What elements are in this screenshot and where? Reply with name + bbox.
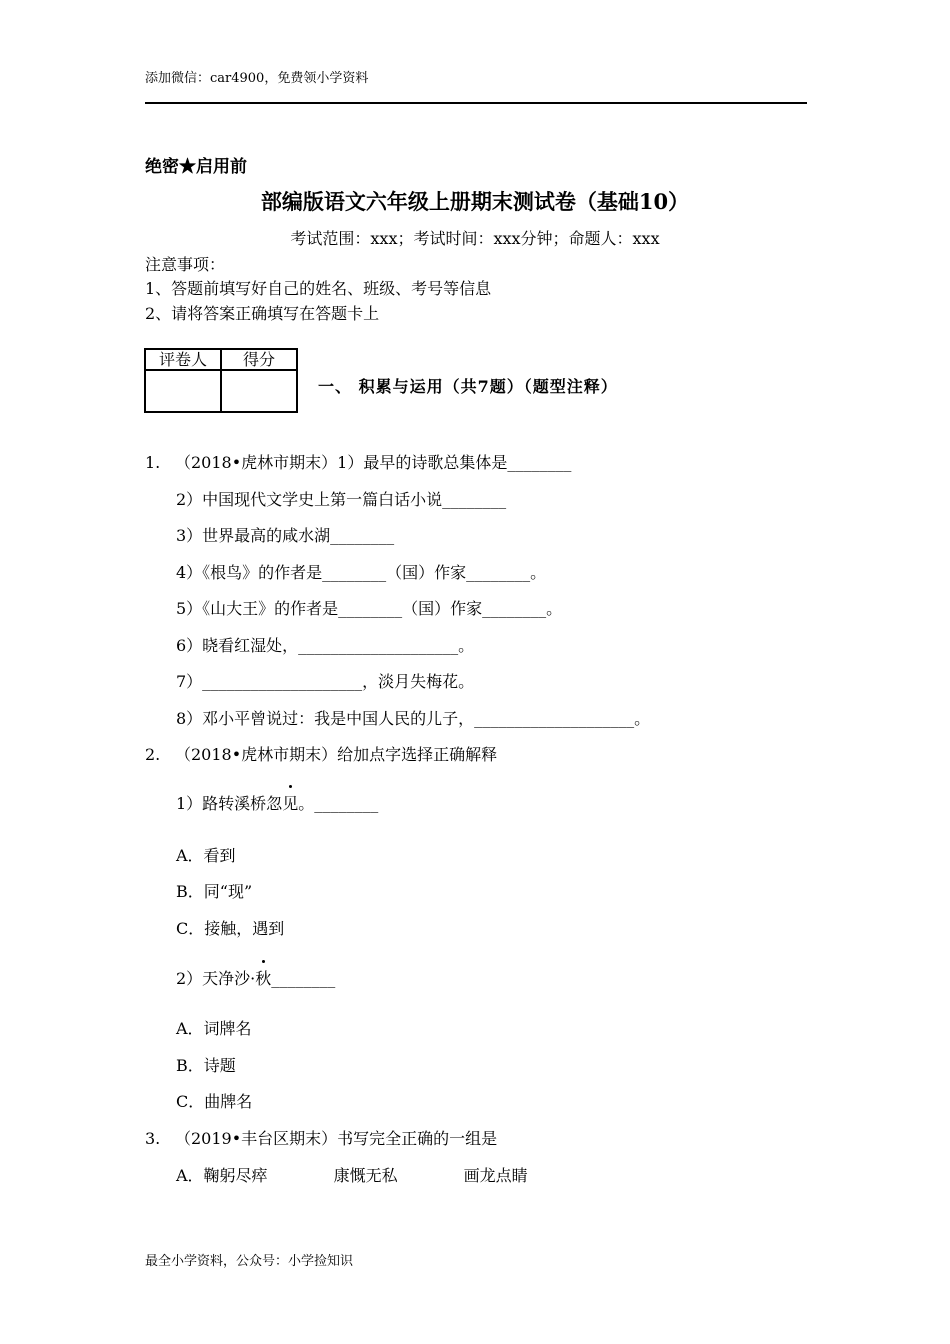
option-word: 康慨无私: [333, 1166, 398, 1185]
question-number: 3.: [145, 1129, 161, 1148]
question-number: 1.: [145, 453, 161, 472]
page-header-note: 添加微信：car4900，免费领小学资料: [145, 71, 369, 86]
option: C．曲牌名: [176, 1092, 253, 1111]
question-text: （2018•虎林市期末）给加点字选择正确解释: [175, 745, 498, 764]
page-footer-note: 最全小学资料，公众号：小学捡知识: [145, 1254, 354, 1269]
option: B．诗题: [176, 1056, 236, 1075]
question-1-line: 6）晓看红湿处，____________________。: [176, 636, 475, 655]
option: B．同“现”: [176, 882, 253, 901]
note-item: 2、请将答案正确填写在答题卡上: [145, 304, 380, 323]
option: A．看到: [176, 846, 236, 865]
question-2-sub-2: [176, 966, 335, 989]
exam-info: 考试范围：xxx；考试时间：xxx分钟；命题人：xxx: [290, 229, 660, 248]
question-number: 2.: [145, 745, 161, 764]
option-word: 画龙点睛: [463, 1166, 528, 1185]
question-1-line: 3）世界最高的咸水湖________: [176, 526, 395, 545]
question-3-option-a: [176, 1163, 528, 1186]
dotted-char: 秋: [255, 966, 271, 989]
option: A．词牌名: [176, 1019, 252, 1038]
score-table-score-header: 得分: [221, 349, 297, 370]
question-1: [145, 450, 571, 473]
question-3: [145, 1126, 497, 1149]
sub-text: 。________: [298, 794, 379, 813]
sub-text: 1）路转溪桥忽: [176, 794, 283, 813]
option-label: A．鞠躬尽瘁: [176, 1166, 268, 1185]
question-2-sub-1: [176, 791, 378, 814]
sub-text: 2）天净沙·: [176, 969, 256, 988]
question-1-line: 7）____________________，淡月失梅花。: [176, 672, 475, 691]
score-table-score-cell: [221, 370, 297, 412]
question-text: （2018•虎林市期末）1）最早的诗歌总集体是________: [175, 453, 572, 472]
question-2: [145, 742, 497, 765]
question-1-line: 2）中国现代文学史上第一篇白话小说________: [176, 490, 507, 509]
sub-text: ________: [271, 969, 336, 988]
dotted-char: 见: [282, 791, 298, 814]
score-table: [144, 348, 298, 413]
note-item: 1、答题前填写好自己的姓名、班级、考号等信息: [145, 279, 492, 298]
section-heading: 一、 积累与运用（共7题）（题型注释）: [318, 377, 618, 396]
option: C．接触，遇到: [176, 919, 285, 938]
score-table-grader-cell: [145, 370, 221, 412]
question-text: （2019•丰台区期末）书写完全正确的一组是: [175, 1129, 498, 1148]
secret-label: 绝密★启用前: [145, 157, 247, 177]
question-1-line: 8）邓小平曾说过：我是中国人民的儿子，____________________。: [176, 709, 651, 728]
header-divider: [145, 102, 807, 104]
question-1-line: 5）《山大王》的作者是________（国）作家________。: [176, 599, 563, 618]
score-table-grader-header: 评卷人: [145, 349, 221, 370]
notes-heading: 注意事项：: [145, 255, 226, 274]
question-1-line: 4）《根鸟》的作者是________（国）作家________。: [176, 563, 547, 582]
exam-title: 部编版语文六年级上册期末测试卷（基础10）: [260, 189, 690, 214]
